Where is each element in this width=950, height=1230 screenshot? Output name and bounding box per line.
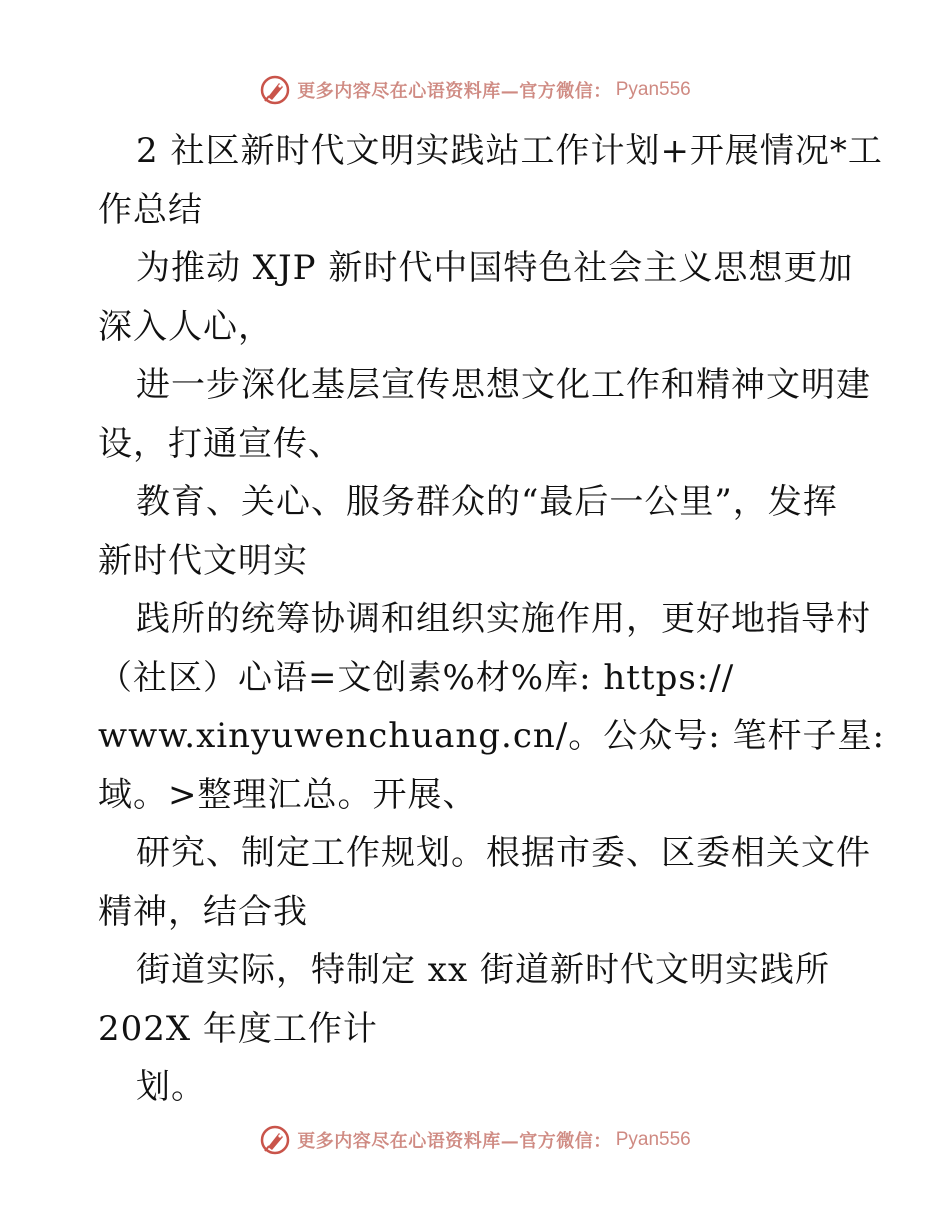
paragraph-line: 新时代文明实 xyxy=(98,540,308,581)
paragraph-line: 街道实际，特制定 xx 街道新时代文明实践所 xyxy=(136,950,830,990)
footer-watermark xyxy=(0,1122,950,1158)
pen-nib-logo-icon xyxy=(259,74,291,106)
paragraph-line: 划。 xyxy=(136,1067,206,1107)
watermark-text: 更多内容尽在心语资料库—官方微信： xyxy=(297,1131,612,1152)
paragraph-line: 研究、制定工作规划。根据市委、区委相关文件 xyxy=(136,833,871,873)
paragraph-line: （社区）心语=文创素%材%库: https:// xyxy=(98,657,735,698)
paragraph-line: 为推动 XJP 新时代中国特色社会主义思想更加 xyxy=(136,248,854,288)
paragraph-line: 202X 年度工作计 xyxy=(98,1008,378,1049)
paragraph-line: 教育、关心、服务群众的“最后一公里”，发挥 xyxy=(136,482,838,522)
paragraph-line: 深入人心， xyxy=(98,306,273,347)
paragraph-line: www.xinyuwenchuang.cn/。公众号: 笔杆子星: xyxy=(98,716,885,756)
watermark-wechat-id: Pyan556 xyxy=(615,79,691,100)
watermark-text: 更多内容尽在心语资料库—官方微信： xyxy=(297,81,612,102)
paragraph-line: 进一步深化基层宣传思想文化工作和精神文明建 xyxy=(136,365,871,405)
header-watermark xyxy=(0,72,950,108)
paragraph-line: 精神，结合我 xyxy=(98,891,308,932)
document-title-line-1: 2 社区新时代文明实践站工作计划+开展情况*工 xyxy=(136,131,883,171)
document-body xyxy=(98,122,885,1117)
paragraph-line: 践所的统筹协调和组织实施作用，更好地指导村 xyxy=(136,599,871,639)
paragraph-line: 域。>整理汇总。开展、 xyxy=(98,774,478,815)
document-title-line-2: 作总结 xyxy=(98,189,203,230)
pen-nib-logo-icon xyxy=(259,1124,291,1156)
paragraph-line: 设，打通宣传、 xyxy=(98,423,343,464)
watermark-wechat-id: Pyan556 xyxy=(615,1129,691,1150)
